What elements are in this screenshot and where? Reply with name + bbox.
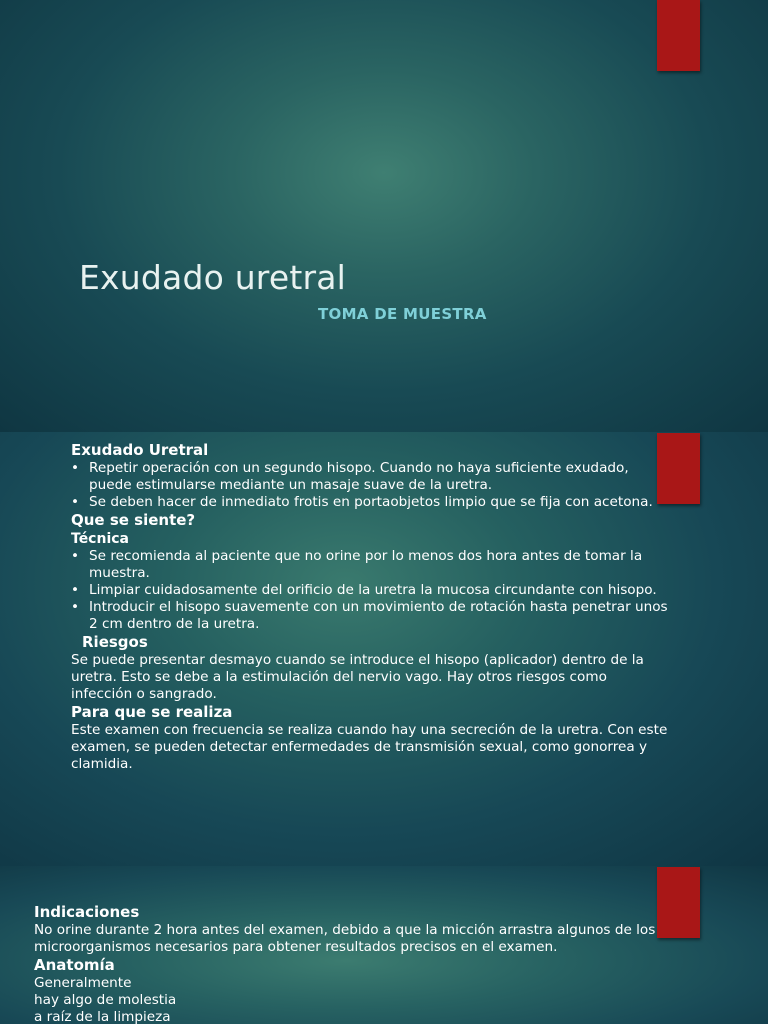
list-item: • Repetir operación con un segundo hisopo. Cuando no haya suficiente exudado, puede estimularse mediante un masaje suave de la uretra. [71,460,671,494]
bullet-list-tecnica [71,548,671,633]
red-accent-bar [657,0,700,71]
content-slide [0,866,768,1024]
content-slide [0,432,768,866]
text-para-que-se-realiza: Este examen con frecuencia se realiza cuando hay una secreción de la uretra. Con este examen, se pueden detectar enfermedades de transmisión sexual, como gonorrea y clamidia. [71,722,668,772]
slide-title: Exudado uretral [79,258,347,297]
slide-body [34,903,674,1024]
text-anatomia-line: Generalmente [34,975,132,991]
heading-indicaciones: Indicaciones [34,903,140,921]
list-item: • Limpiar cuidadosamente del orificio de la uretra la mucosa circundante con hisopo. [71,582,671,599]
heading-tecnica: Técnica [71,531,129,547]
list-item: • Introducir el hisopo suavemente con un movimiento de rotación hasta penetrar unos 2 cm dentro de la uretra. [71,599,671,633]
heading-para-que-se-realiza: Para que se realiza [71,703,233,721]
slide-body [71,441,671,773]
text-anatomia-line: hay algo de molestia [34,992,177,1008]
list-item: • Se deben hacer de inmediato frotis en portaobjetos limpio que se fija con acetona. [71,494,671,511]
heading-que-se-siente: Que se siente? [71,511,196,529]
heading-riesgos: Riesgos [82,633,148,651]
text-anatomia-line: a raíz de la limpieza [34,1009,171,1024]
text-riesgos: Se puede presentar desmayo cuando se introduce el hisopo (aplicador) dentro de la uretra. Esto se debe a la estimulación del nervio vago. Hay otros riesgos como infección o sangrado. [71,652,644,702]
bullet-list-exudado [71,460,671,511]
text-indicaciones: No orine durante 2 hora antes del examen, debido a que la micción arrastra algunos de los microorganismos necesarios para obtener resultados precisos en el examen. [34,922,656,955]
heading-anatomia: Anatomía [34,956,115,974]
list-item: • Se recomienda al paciente que no orine por lo menos dos hora antes de tomar la muestra. [71,548,671,582]
title-slide [0,0,768,432]
heading-exudado: Exudado Uretral [71,441,209,459]
slide-subtitle: TOMA DE MUESTRA [318,305,487,323]
